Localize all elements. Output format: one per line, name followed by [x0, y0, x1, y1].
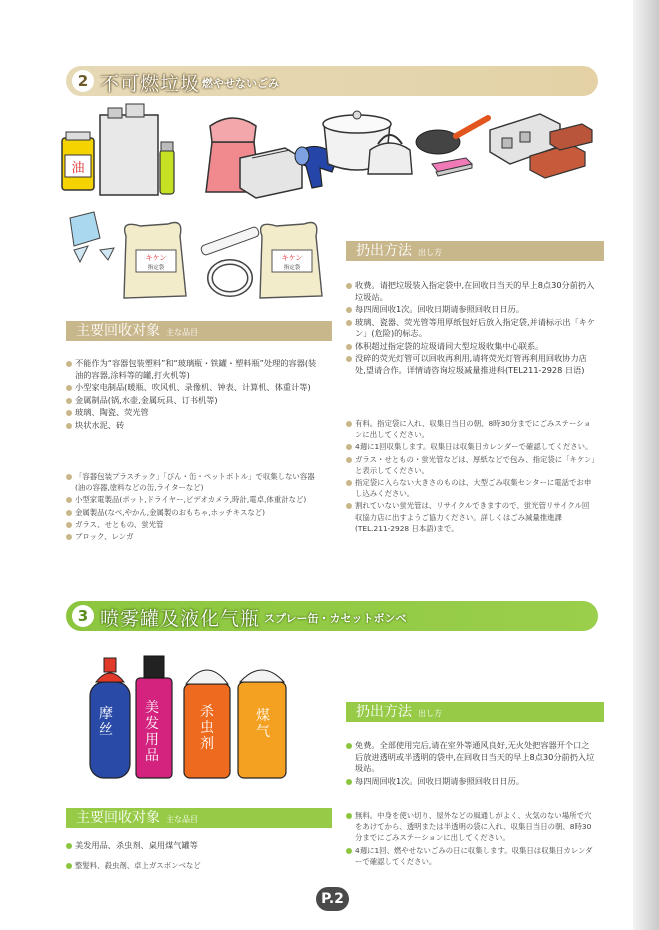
list-item: 块状水泥、砖	[66, 420, 322, 432]
list-item: 免费。全部使用完后,请在室外等通风良好,无火处把容器开个口之后放进透明或半透明的袋中,在回收日当天的早上8点30分前扔入垃圾站。	[346, 740, 596, 775]
list-item: 整髪料、殺虫剤、卓上ガスボンベなど	[66, 860, 322, 871]
section3-banner	[66, 601, 598, 631]
section2-items-tag	[66, 321, 332, 341]
items-tag-label: 主要回收对象	[76, 323, 160, 339]
oil-label: 油	[71, 161, 85, 176]
section2-title: 不可燃垃圾	[100, 73, 201, 95]
method-tag-sublabel: 出し方	[418, 248, 442, 257]
stapler-icon	[432, 158, 472, 176]
section3-method-tag	[346, 702, 604, 722]
method-tag-label: 扔出方法	[356, 704, 412, 720]
list-item: 小型家电制品(暖瓶、吹风机、录像机、钟表、计算机、体重计等)	[66, 382, 322, 394]
list-item: ガラス・せともの・蛍光管などは、厚紙などで包み、指定袋に「キケン」と表示してください。	[346, 454, 596, 476]
insecticide-label: 杀虫剂	[200, 704, 214, 752]
items-tag-sublabel: 主な品目	[166, 815, 198, 824]
list-item: 4週に1回収集します。収集日は収集日カレンダーで確認してください。	[346, 441, 596, 452]
section3-number: 3	[72, 605, 94, 627]
list-item: 玻璃、瓷器、荧光管等用厚纸包好后放入指定袋,并请标示出「キケン」(危险)的标志。	[346, 317, 596, 340]
section2-method-cn	[346, 280, 596, 377]
bag2-danger-label: キケン	[281, 254, 303, 262]
bag2-designated-label: 指定袋	[283, 265, 301, 271]
paint-can-icon	[100, 104, 158, 195]
items-tag-label: 主要回收对象	[76, 810, 160, 826]
section3-method-cn	[346, 740, 596, 788]
list-item: 美发用品、杀虫剂、桌用煤气罐等	[66, 840, 322, 852]
lighter-icon	[160, 142, 174, 194]
list-item: ブロック、レンガ	[66, 531, 322, 542]
list-item: 没碎的荧光灯管可以回收再利用,请将荧光灯管再利用回收协力店处,望请合作。详情请咨询垃圾减量推进科(TEL211-2928 日语)	[346, 353, 596, 376]
fluorescent-tube-icon	[200, 226, 260, 294]
list-item: 每四周回收1次。回收日期请参照回收日日历。	[346, 776, 596, 788]
list-item: 割れていない蛍光管は、リサイクルできますので、蛍光管リサイクル回収協力店に出すようご協力ください。詳しくはごみ減量推進課(TEL.211-2928 日本語)まで。	[346, 500, 596, 534]
non-burnable-items-illustration	[60, 100, 600, 310]
toaster-icon	[240, 148, 302, 198]
section3-title: 喷雾罐及液化气瓶	[100, 608, 261, 630]
list-item: 每四周回收1次。回收日期请参照回收日日历。	[346, 304, 596, 316]
items-tag-sublabel: 主な品目	[166, 328, 198, 337]
list-item: 小型家電製品(ポット,ドライヤー,ビデオカメラ,時計,電卓,体重計など)	[66, 494, 322, 505]
list-item: ガラス、せともの、蛍光管	[66, 519, 322, 530]
hair-product-label: 美发用品	[145, 700, 159, 764]
gas-label: 煤气	[256, 708, 270, 740]
section2-items-jp	[66, 471, 322, 543]
list-item: 4週に1回、燃やせないごみの日に収集します。収集日は収集日カレンダーで確認してください。	[346, 845, 596, 867]
list-item: 無料。中身を使い切り、屋外などの風通しがよく、火気のない場所で穴をあけてから、透明または半透明の袋に入れ、収集日当日の朝、8時30分までにごみステーションに出してください。	[346, 810, 596, 844]
section3-items-tag	[66, 808, 332, 828]
section2-banner	[66, 66, 598, 96]
section2-number: 2	[72, 70, 94, 92]
list-item: 指定袋に入らない大きさのものは、大型ごみ収集センターに電話でお申し込みください。	[346, 477, 596, 499]
method-tag-label: 扔出方法	[356, 243, 412, 259]
section2-method-tag	[346, 241, 604, 261]
mousse-label: 摩丝	[99, 706, 113, 738]
list-item: 不能作为“容器包装塑料”和“玻璃瓶・铁罐・塑料瓶”处理的容器(装油的容器,涂料等的罐,打火机等)	[66, 358, 322, 381]
bag1-designated-label: 指定袋	[147, 265, 165, 271]
designated-bag-icon	[260, 223, 322, 299]
section3-method-jp	[346, 810, 596, 868]
oil-bottle-icon	[62, 132, 94, 190]
frying-pan-icon	[416, 118, 488, 154]
section2-method-jp	[346, 418, 596, 535]
list-item: 玻璃、陶瓷、荧光管	[66, 407, 322, 419]
section3-items-jp	[66, 860, 322, 872]
broken-glass-icon	[70, 212, 114, 262]
section3-subtitle: スプレー缶・カセットボンベ	[264, 612, 407, 625]
page-number: P.2	[316, 887, 349, 911]
list-item: 金属制品(锅,水壶,金属玩具、订书机等)	[66, 395, 322, 407]
list-item: 体积超过指定袋的垃圾请同大型垃圾收集中心联系。	[346, 341, 596, 353]
list-item: 金属製品(なべ,やかん,金属製のおもちゃ,ホッチキスなど)	[66, 507, 322, 518]
list-item: 有料。指定袋に入れ、収集日当日の朝、8時30分までにごみステーションに出してください。	[346, 418, 596, 440]
bag1-danger-label: キケン	[145, 254, 167, 262]
designated-bag-icon	[124, 223, 186, 299]
section3-items-cn	[66, 840, 322, 853]
page-edge-shadow	[633, 0, 659, 930]
list-item: 「容器包装プラスチック」「びん・缶・ペットボトル」で収集しない容器(油の容器,塗料などの缶,ライターなど)	[66, 471, 322, 493]
section2-items-cn	[66, 358, 322, 432]
section2-subtitle: 燃やせないごみ	[202, 77, 279, 90]
list-item: 收费。请把垃圾装入指定袋中,在回收日当天的早上8点30分前扔入垃圾站。	[346, 280, 596, 303]
method-tag-sublabel: 出し方	[418, 709, 442, 718]
